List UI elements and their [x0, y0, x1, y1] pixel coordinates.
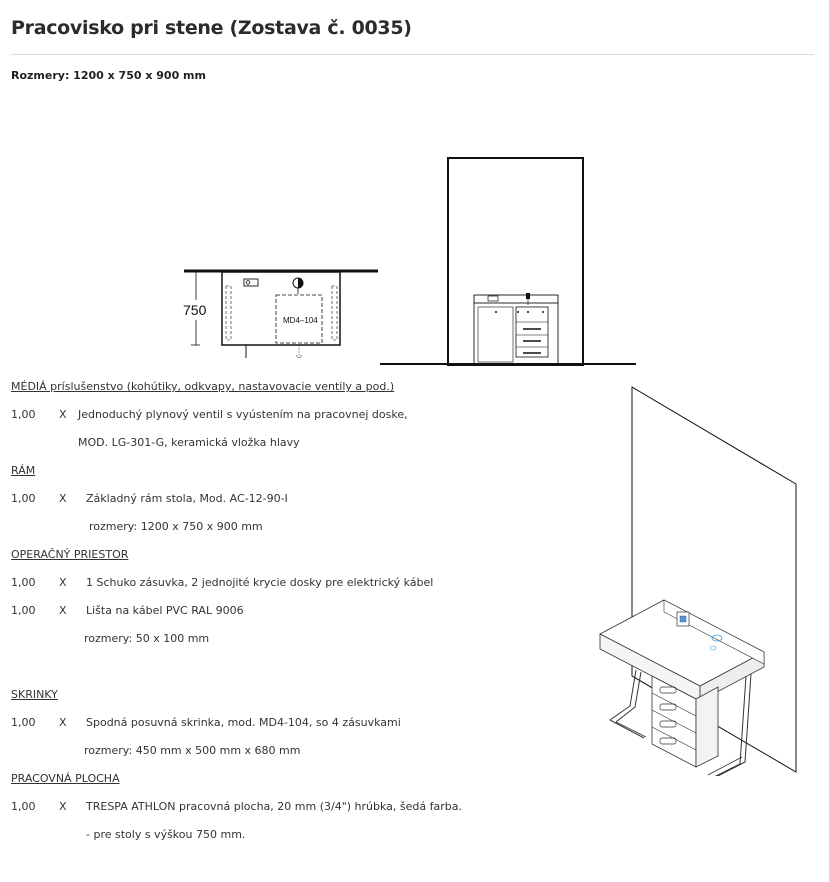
item-description: TRESPA ATHLON pracovná plocha, 20 mm (3/4") hrúbka, šedá farba.	[86, 800, 462, 813]
item-description: Základný rám stola, Mod. AC-12-90-I	[86, 492, 288, 505]
title-divider	[11, 54, 814, 55]
item-multiplier: X	[59, 716, 67, 729]
front-elevation-drawing	[378, 155, 638, 369]
item-quantity: 1,00	[11, 492, 36, 505]
item-description: MOD. LG-301-G, keramická vložka hlavy	[78, 436, 300, 449]
item-multiplier: X	[59, 492, 67, 505]
item-multiplier: X	[59, 800, 67, 813]
section-title: MÉDIÁ príslušenstvo (kohútiky, odkvapy, nastavovacie ventily a pod.)	[11, 380, 395, 393]
item-description: rozmery: 50 x 100 mm	[84, 632, 210, 645]
item-description: - pre stoly s výškou 750 mm.	[86, 828, 246, 841]
item-description: Lišta na kábel PVC RAL 9006	[86, 604, 244, 617]
dimensions-text: Rozmery: 1200 x 750 x 900 mm	[11, 69, 206, 82]
page-title: Pracovisko pri stene (Zostava č. 0035)	[11, 17, 412, 39]
side-view-drawing	[178, 262, 384, 358]
section-title: PRACOVNÁ PLOCHA	[11, 772, 120, 785]
dimension-750-label: 750	[183, 302, 207, 318]
item-description: rozmery: 1200 x 750 x 900 mm	[89, 520, 263, 533]
item-quantity: 1,00	[11, 408, 36, 421]
cabinet-model-label: MD4–104	[283, 316, 318, 325]
item-quantity: 1,00	[11, 716, 36, 729]
isometric-drawing	[596, 384, 802, 776]
section-title: RÁM	[11, 464, 36, 477]
item-description: 1 Schuko zásuvka, 2 jednojité krycie dosky pre elektrický kábel	[86, 576, 434, 589]
item-quantity: 1,00	[11, 604, 36, 617]
item-description: Jednoduchý plynový ventil s vyústením na pracovnej doske,	[78, 408, 408, 421]
section-title: SKRINKY	[11, 688, 58, 701]
item-description: Spodná posuvná skrinka, mod. MD4-104, so 4 zásuvkami	[86, 716, 401, 729]
section-title: OPERAČNÝ PRIESTOR	[11, 548, 129, 561]
item-quantity: 1,00	[11, 800, 36, 813]
item-quantity: 1,00	[11, 576, 36, 589]
item-multiplier: X	[59, 576, 67, 589]
item-multiplier: X	[59, 408, 67, 421]
item-description: rozmery: 450 mm x 500 mm x 680 mm	[84, 744, 301, 757]
item-multiplier: X	[59, 604, 67, 617]
